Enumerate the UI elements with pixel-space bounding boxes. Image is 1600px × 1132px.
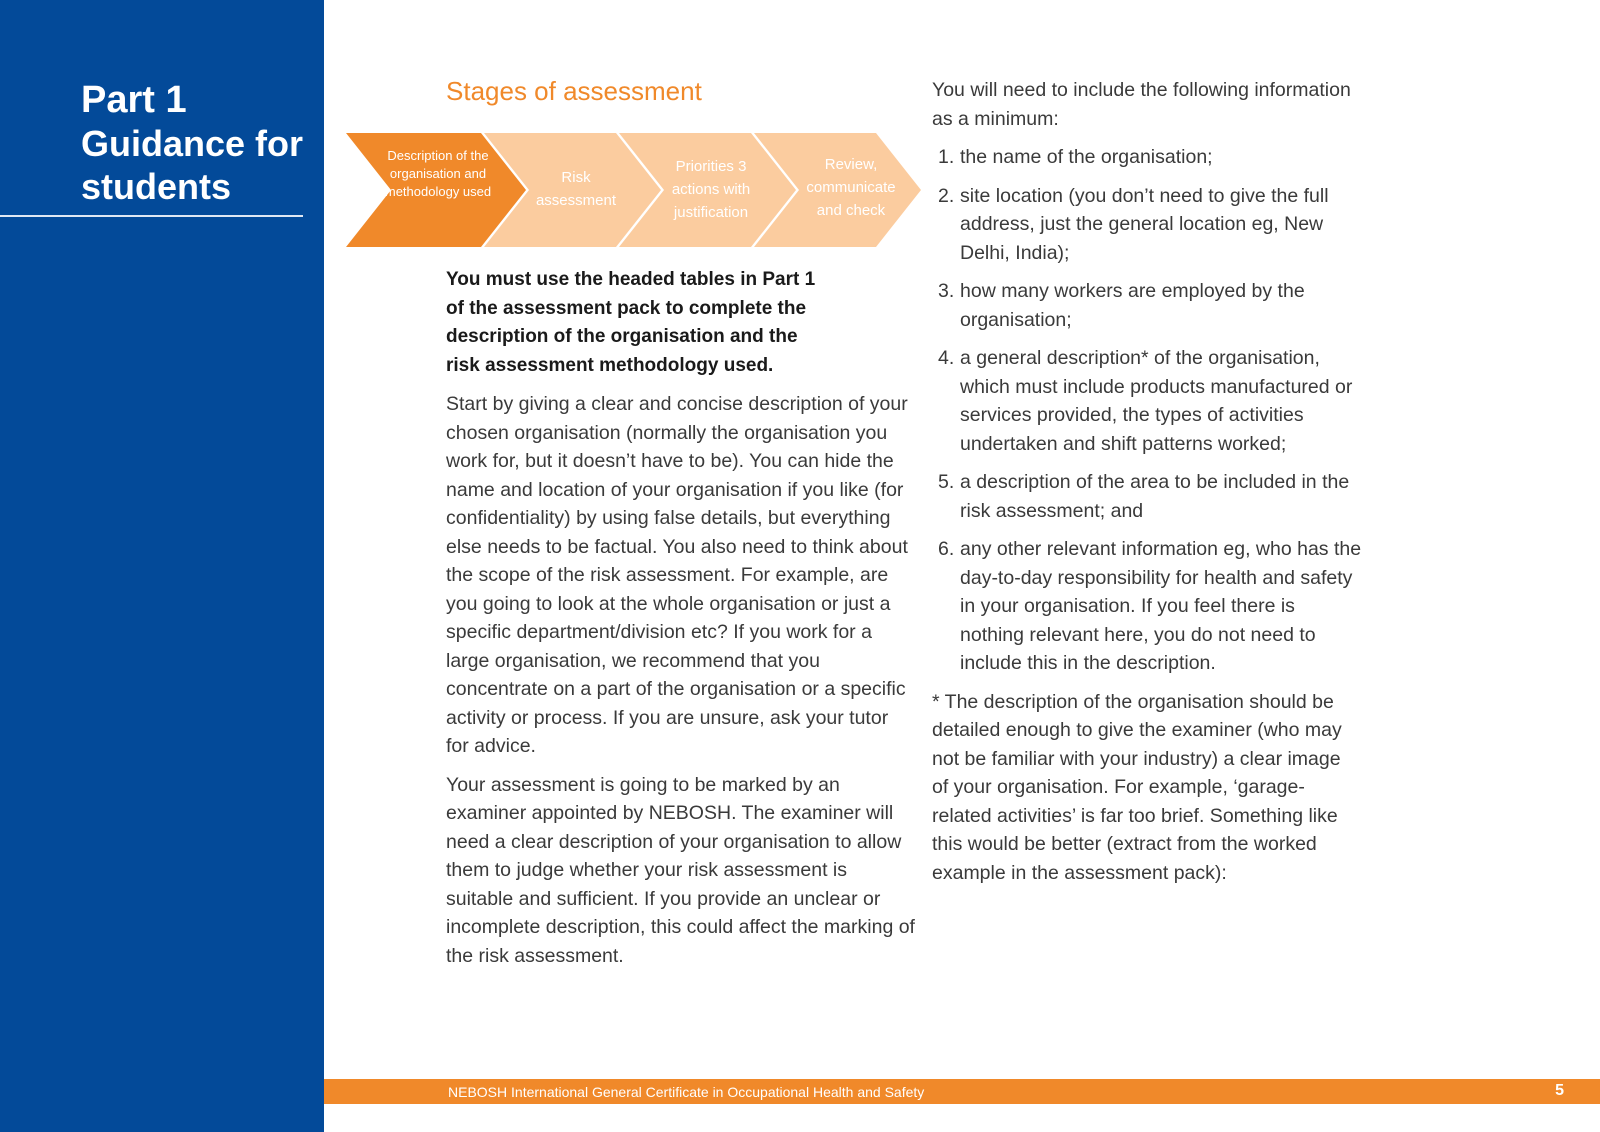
list-item — [932, 277, 1362, 334]
list-item-text: a description of the area to be included in the risk assessment; and — [960, 471, 1350, 522]
list-number: 3. — [938, 280, 955, 302]
list-item-text: any other relevant information eg, who has the day-to-day responsibility for health and safety in your organisation. If you feel there is nothing relevant here, you do not need to include this in the description. — [960, 538, 1362, 674]
lead-paragraph: You must use the headed tables in Part 1 of the assessment pack to complete the description of the organisation and the risk assessment methodology used. — [446, 269, 816, 376]
list-item-text: the name of the organisation; — [960, 146, 1213, 168]
stage-label-2: Risk assessment — [535, 169, 617, 209]
list-number: 4. — [938, 347, 955, 369]
list-number: 2. — [938, 184, 955, 207]
sidebar-divider — [0, 215, 303, 217]
stage-label-4: Review, communicate and check — [806, 156, 896, 219]
section-title: Guidance for students — [81, 123, 304, 207]
stage-label-1: Description of the organisation and methodology used — [384, 148, 492, 199]
footer-bar — [324, 1079, 1600, 1104]
part-title: Part 1 — [81, 79, 187, 121]
list-item — [932, 182, 1362, 268]
left-column — [446, 266, 916, 980]
footnote: * The description of the organisation should be detailed enough to give the examiner (who may not be familiar with your industry) a clear image of your organisation. For example, ‘garage-related activities’ is far too brief. Something like this would be better (extract from the worked example in the assessment pack): — [932, 690, 1342, 884]
sidebar-panel — [0, 0, 324, 1132]
stages-chevron-diagram — [346, 133, 926, 247]
list-number: 6. — [938, 538, 955, 560]
list-number: 5. — [938, 471, 955, 493]
list-number: 1. — [938, 146, 955, 168]
body-paragraph: Your assessment is going to be marked by an examiner appointed by NEBOSH. The examiner will need a clear description of your organisation to allow them to judge whether your risk assessment is suitable and sufficient. If you provide an unclear or incomplete description, this could affect the marking of the risk assessment. — [446, 773, 915, 967]
list-item-text: a general description* of the organisation, which must include products manufactured or services provided, the types of activities undertaken and shift patterns worked; — [960, 347, 1353, 455]
right-column — [932, 76, 1362, 897]
list-intro: You will need to include the following information as a minimum: — [932, 79, 1351, 130]
requirements-list — [932, 143, 1362, 678]
list-item — [932, 344, 1362, 458]
list-item — [932, 143, 1362, 172]
list-item-text: how many workers are employed by the organisation; — [960, 280, 1305, 331]
footer-title: NEBOSH International General Certificate in Occupational Health and Safety — [448, 1084, 925, 1100]
stage-label-3: Priorities 3 actions with justification — [671, 158, 751, 221]
page-number: 5 — [1555, 1082, 1564, 1099]
list-item-text: site location (you don’t need to give the full address, just the general location eg, New Delhi, India); — [960, 184, 1329, 264]
body-paragraph: Start by giving a clear and concise description of your chosen organisation (normally the organisation you work for, but it doesn’t have to be). You can hide the name and location of your organisation if you like (for confidentiality) by using false details, but everything else needs to be factual. You also need to think about the scope of the risk assessment. For example, are you going to look at the whole organisation or just a specific department/division etc? If you work for a large organisation, we recommend that you concentrate on a part of the organisation or a specific activity or process. If you are unsure, ask your tutor for advice. — [446, 393, 908, 757]
stages-heading: Stages of assessment — [446, 76, 702, 106]
list-item — [932, 535, 1362, 678]
list-item — [932, 468, 1362, 525]
